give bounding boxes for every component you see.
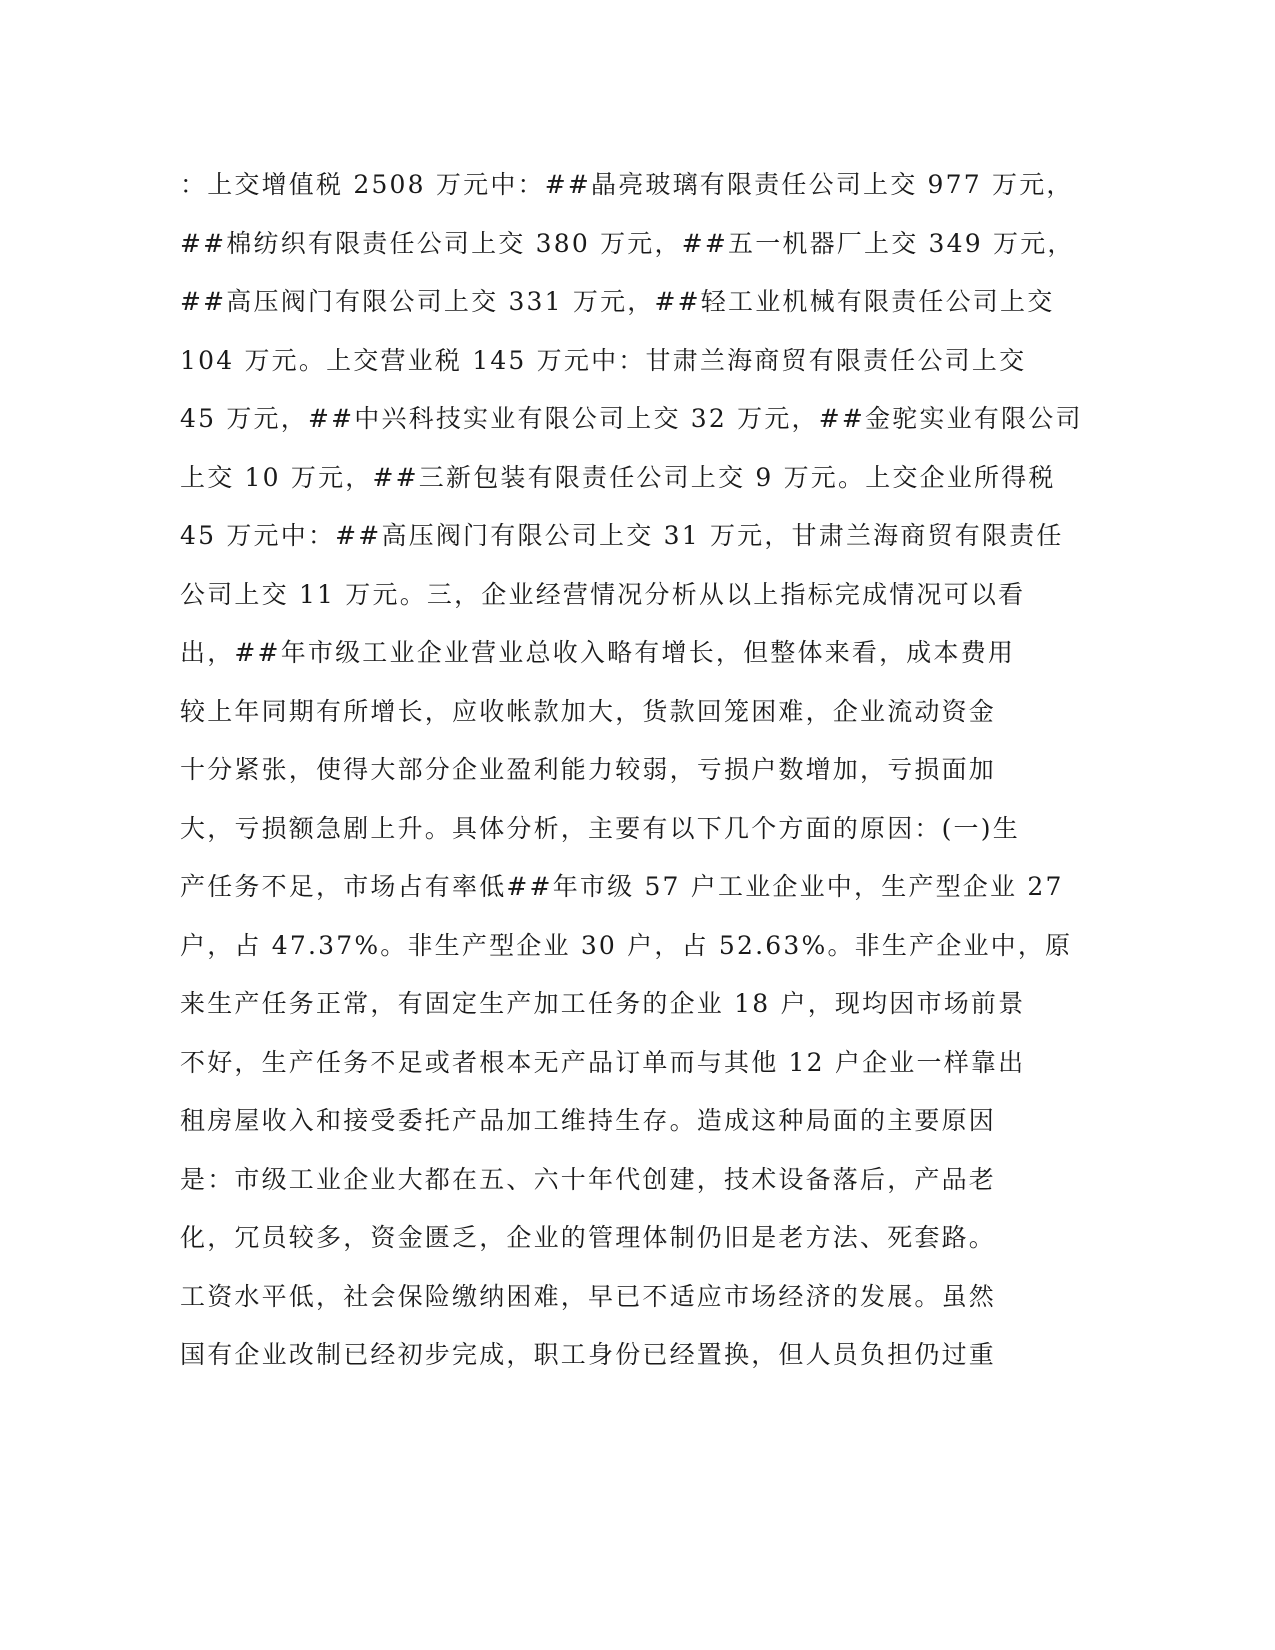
text-line-12: 大，亏损额急剧上升。具体分析，主要有以下几个方面的原因：(一)生 [180,813,1020,843]
text-line-4: 104 万元。上交营业税 145 万元中：甘肃兰海商贸有限责任公司上交 [180,345,1027,375]
text-line-5: 45 万元，##中兴科技实业有限公司上交 32 万元，##金驼实业有限公司 [180,404,1083,433]
text-line-10: 较上年同期有所增长，应收帐款加大，货款回笼困难，企业流动资金 [180,696,997,726]
text-line-19: 化，冗员较多，资金匮乏，企业的管理体制仍旧是老方法、死套路。 [180,1223,997,1252]
body-text [180,156,1083,1385]
text-line-13: 产任务不足，市场占有率低##年市级 57 户工业企业中，生产型企业 27 [180,872,1064,901]
text-line-6: 上交 10 万元，##三新包装有限责任公司上交 9 万元。上交企业所得税 [180,462,1056,492]
text-line-21: 国有企业改制已经初步完成，职工身份已经置换，但人员负担仍过重 [180,1340,997,1369]
text-line-9: 出，##年市级工业企业营业总收入略有增长，但整体来看，成本费用 [180,638,1016,667]
text-line-16: 不好，生产任务不足或者根本无产品订单而与其他 12 户企业一样靠出 [180,1047,1026,1077]
text-line-11: 十分紧张，使得大部分企业盈利能力较弱，亏损户数增加，亏损面加 [180,755,997,784]
text-line-7: 45 万元中：##高压阀门有限公司上交 31 万元，甘肃兰海商贸有限责任 [180,521,1064,550]
text-line-20: 工资水平低，社会保险缴纳困难，早已不适应市场经济的发展。虽然 [180,1281,997,1311]
text-line-2: ##棉纺织有限责任公司上交 380 万元，##五一机器厂上交 349 万元， [180,228,1075,258]
text-line-17: 租房屋收入和接受委托产品加工维持生存。造成这种局面的主要原因 [180,1106,997,1135]
text-line-14: 户，占 47.37%。非生产型企业 30 户，占 52.63%。非生产企业中，原 [180,930,1073,960]
text-line-1: ：上交增值税 2508 万元中：##晶亮玻璃有限责任公司上交 977 万元， [180,170,1074,199]
text-line-3: ##高压阀门有限公司上交 331 万元，##轻工业机械有限责任公司上交 [180,287,1055,316]
text-line-15: 来生产任务正常，有固定生产加工任务的企业 18 户，现均因市场前景 [180,989,1026,1018]
text-line-18: 是：市级工业企业大都在五、六十年代创建，技术设备落后，产品老 [180,1164,997,1194]
text-line-8: 公司上交 11 万元。三，企业经营情况分析从以上指标完成情况可以看 [180,579,1026,609]
